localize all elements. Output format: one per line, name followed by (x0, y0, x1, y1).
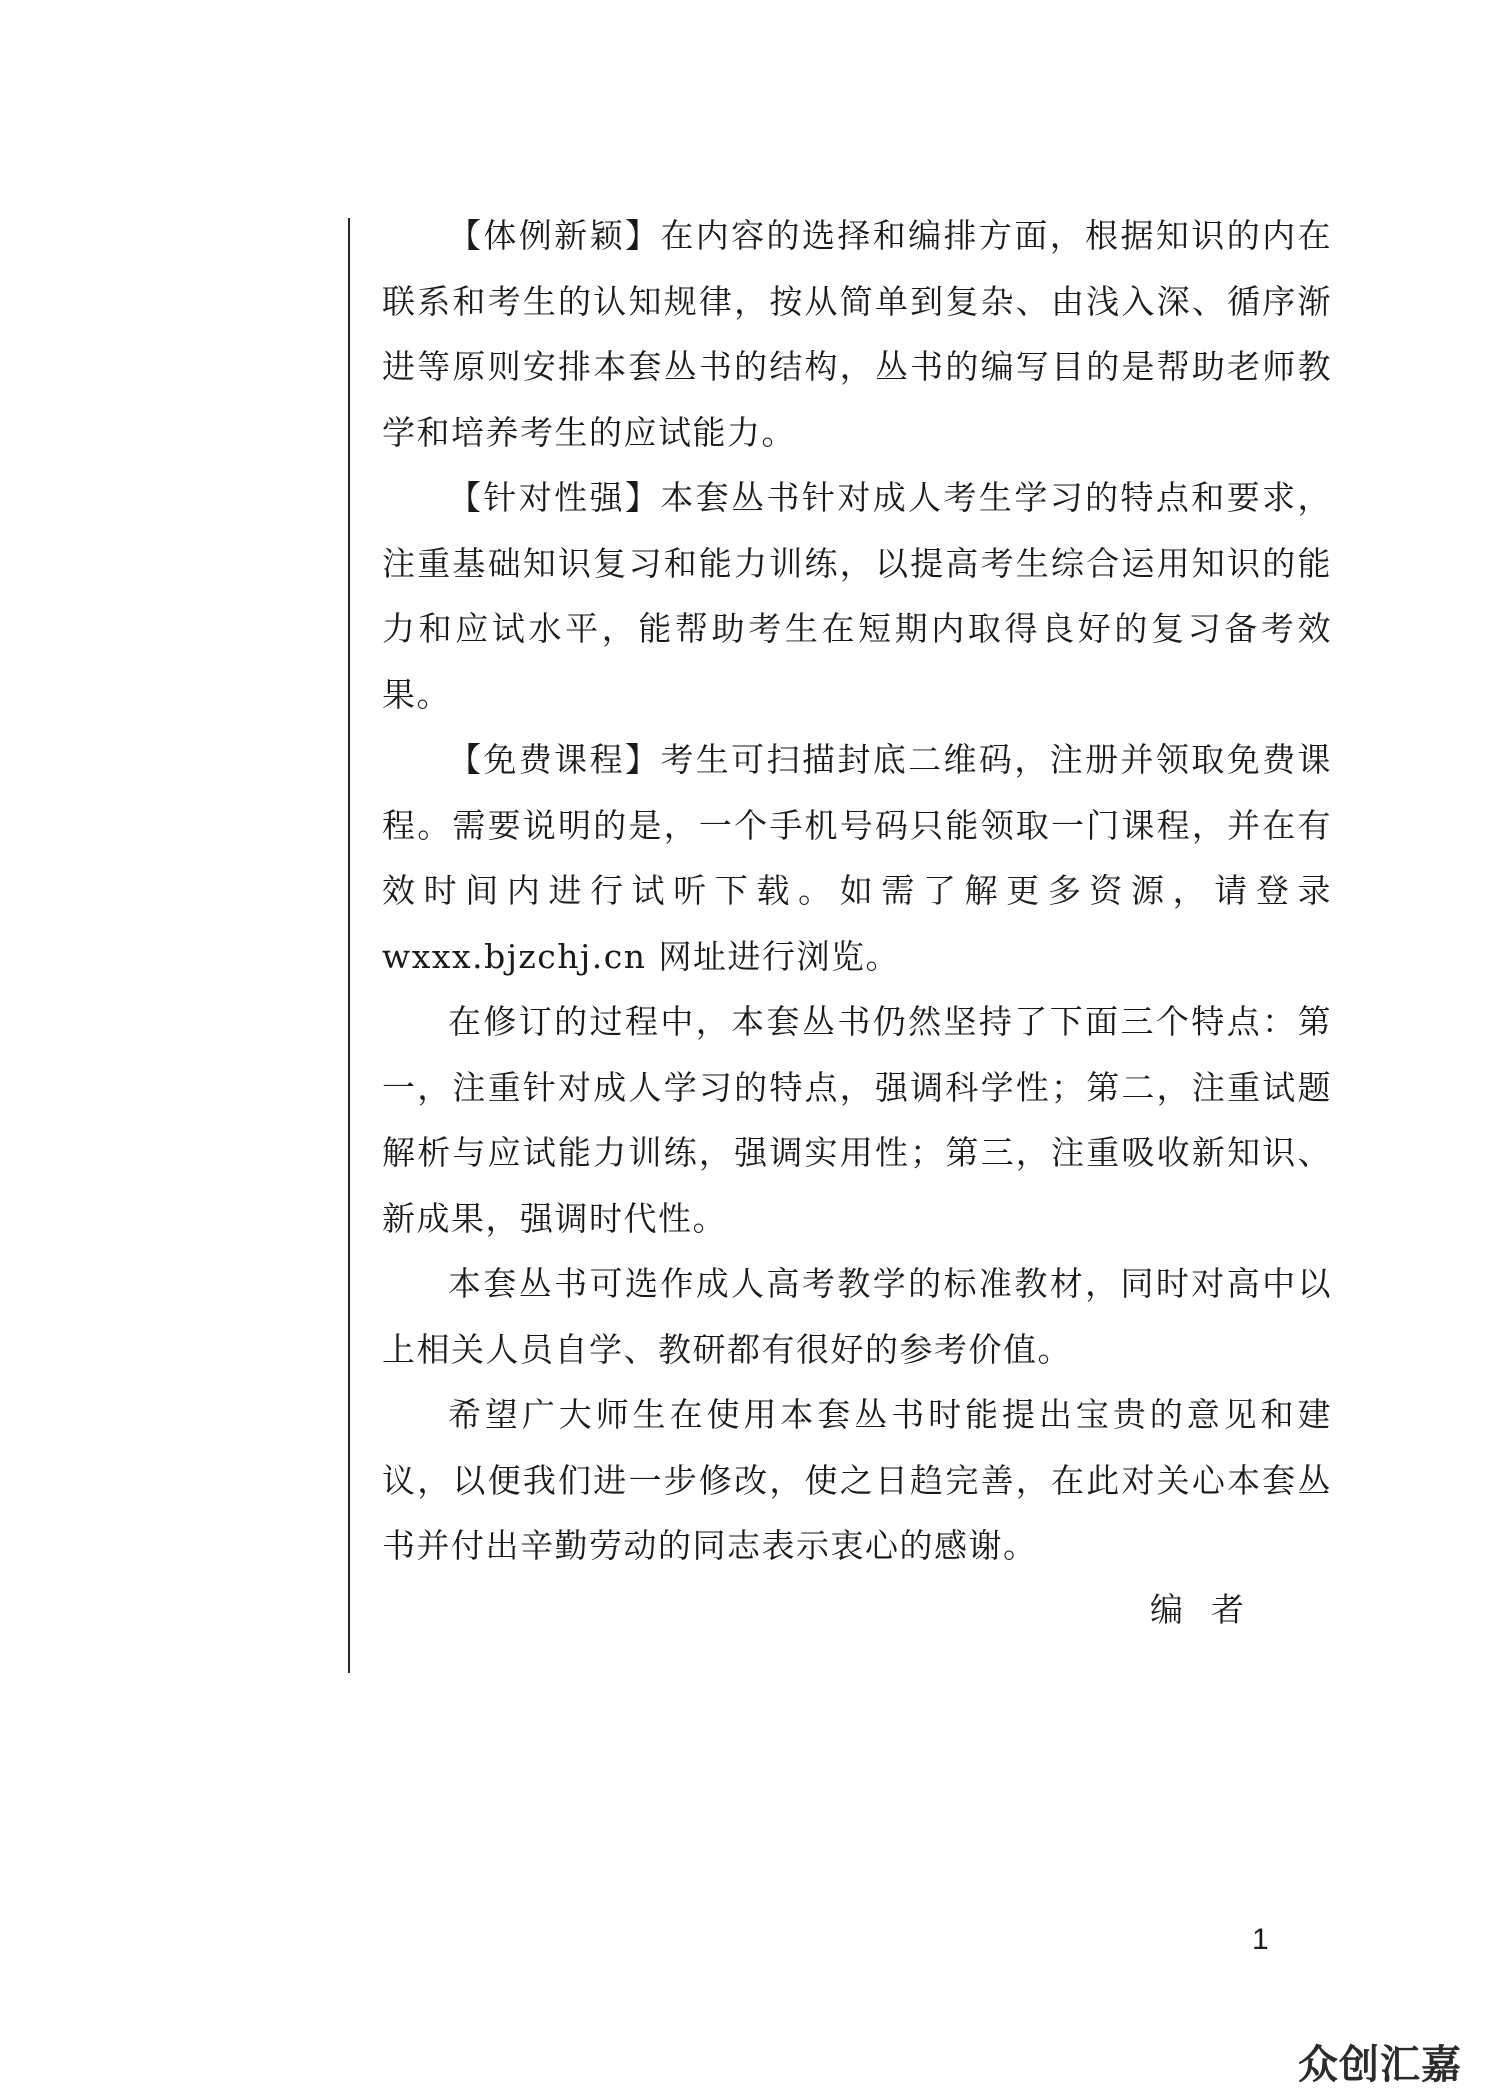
paragraph-free-course: 【免费课程】考生可扫描封底二维码，注册并领取免费课程。需要说明的是，一个手机号码只能领取一门课程，并在有效时间内进行试听下载。如需了解更多资源，请登录 wxxx.bjzchj.cn 网址进行浏览。 (382, 740, 1332, 976)
margin-rule (348, 218, 350, 1673)
paragraph-targeted: 【针对性强】本套丛书针对成人考生学习的特点和要求，注重基础知识复习和能力训练，以提高考生综合运用知识的能力和应试水平，能帮助考生在短期内取得良好的复习备考效果。 (382, 478, 1332, 714)
paragraph-usage: 本套丛书可选作成人高考教学的标准教材，同时对高中以上相关人员自学、教研都有很好的参考价值。 (382, 1264, 1332, 1369)
watermark-logo-text: 众创汇嘉 (1298, 2042, 1462, 2088)
preface-body (382, 203, 1332, 1579)
page-number: 1 (1252, 1923, 1269, 1956)
paragraph-revision-features: 在修订的过程中，本套丛书仍然坚持了下面三个特点：第一，注重针对成人学习的特点，强调科学性；第二，注重试题解析与应试能力训练，强调实用性；第三，注重吸收新知识、新成果，强调时代性。 (382, 1002, 1332, 1238)
paragraph-thanks: 希望广大师生在使用本套丛书时能提出宝贵的意见和建议，以便我们进一步修改，使之日趋完善，在此对关心本套丛书并付出辛勤劳动的同志表示衷心的感谢。 (382, 1395, 1332, 1565)
editor-signature: 编者 (1150, 1590, 1272, 1629)
paragraph-format-novelty: 【体例新颖】在内容的选择和编排方面，根据知识的内在联系和考生的认知规律，按从简单到复杂、由浅入深、循序渐进等原则安排本套丛书的结构，丛书的编写目的是帮助老师教学和培养考生的应试能力。 (382, 216, 1332, 452)
